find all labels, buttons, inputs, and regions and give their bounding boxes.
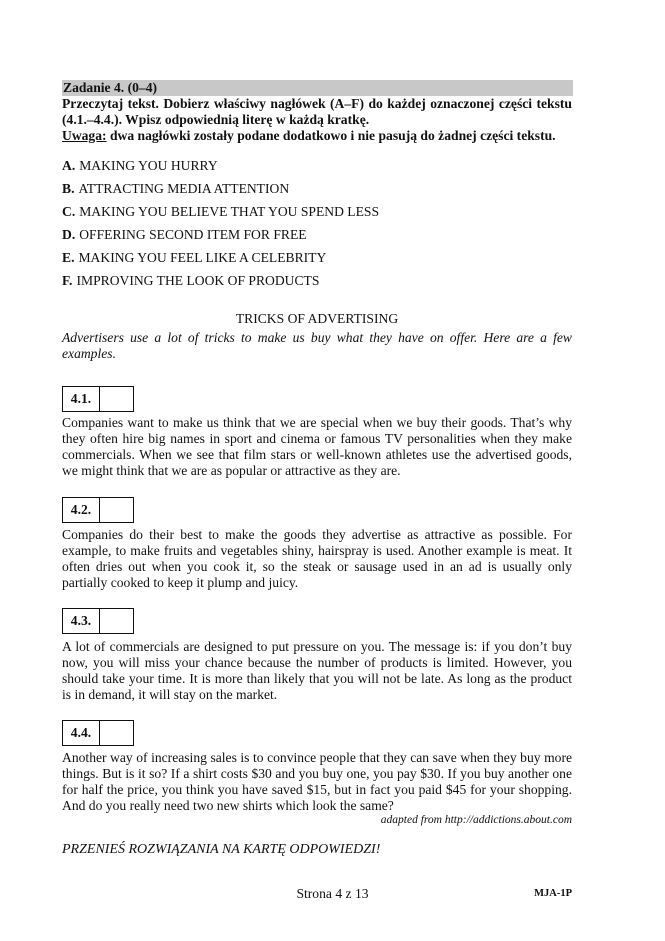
option-f: F. IMPROVING THE LOOK OF PRODUCTS: [62, 273, 320, 288]
note-text: dwa nagłówki zostały podane dodatkowo i nie pasują do żadnej części tekstu.: [106, 128, 556, 143]
instruction-text: Przeczytaj tekst. Dobierz właściwy nagłówek (A–F) do każdej oznaczonej części tekstu (4.1.–4.4.). Wpisz odpowiednią literę w każdą kratkę.: [62, 96, 572, 127]
answer-box-4-3: 4.3.: [62, 608, 134, 634]
paragraph-4-3: A lot of commercials are designed to put pressure on you. The message is: if you don’t buy now, you will miss your chance because the number of products is limited. However, you should take your time. It is more than likely that you will not be late. As long as the product is in demand, it will stay on the market.: [62, 639, 572, 702]
option-c: C. MAKING YOU BELIEVE THAT YOU SPEND LESS: [62, 204, 380, 219]
paragraph-4-1: Companies want to make us think that we are special when we buy their goods. That’s why they often hire big names in sport and cinema or famous TV personalities when they make commercials. When we see that film stars or well-known athletes use the advertised goods, we might think that we are as popular or attractive as they are.: [62, 415, 572, 478]
option-d: D. OFFERING SECOND ITEM FOR FREE: [62, 227, 307, 242]
text-title: TRICKS OF ADVERTISING: [235, 311, 399, 326]
text-intro: Advertisers use a lot of tricks to make us buy what they have on offer. Here are a few examples.: [62, 330, 572, 361]
task-heading: Zadanie 4. (0–4): [62, 80, 573, 96]
answer-field[interactable]: [100, 387, 133, 411]
exam-code: MJA-1P: [534, 888, 572, 899]
answer-box-4-2: 4.2.: [62, 497, 134, 523]
answer-field[interactable]: [100, 609, 133, 633]
paragraph-4-4: Another way of increasing sales is to convince people that they can save when they buy more things. But is it so? If a shirt costs $30 and you buy one, you pay $30. If you buy another one for half the price, you think you have saved $15, but in fact you paid $45 for your shopping. And do you really need two new shirts which look the same?: [62, 750, 572, 813]
option-a: A. MAKING YOU HURRY: [62, 158, 218, 173]
task-instruction: [62, 96, 572, 144]
answer-field[interactable]: [100, 721, 133, 745]
paragraph-4-2: Companies do their best to make the goods they advertise as attractive as possible. For example, to make fruits and vegetables shiny, hairspray is used. Another example is meat. It often dries out when you cook it, so the steak or sausage used in an ad is usually only partially cooked to keep it plump and juicy.: [62, 527, 572, 590]
answer-box-4-1: 4.1.: [62, 386, 134, 412]
note-label: Uwaga:: [62, 128, 107, 143]
answer-field[interactable]: [100, 498, 133, 522]
answer-box-4-4: 4.4.: [62, 720, 134, 746]
page-number: Strona 4 z 13: [296, 886, 369, 901]
option-e: E. MAKING YOU FEEL LIKE A CELEBRITY: [62, 250, 327, 265]
transfer-note: PRZENIEŚ ROZWIĄZANIA NA KARTĘ ODPOWIEDZI!: [62, 842, 381, 857]
source-note: adapted from http://addictions.about.com: [380, 814, 572, 826]
option-b: B. ATTRACTING MEDIA ATTENTION: [62, 181, 290, 196]
